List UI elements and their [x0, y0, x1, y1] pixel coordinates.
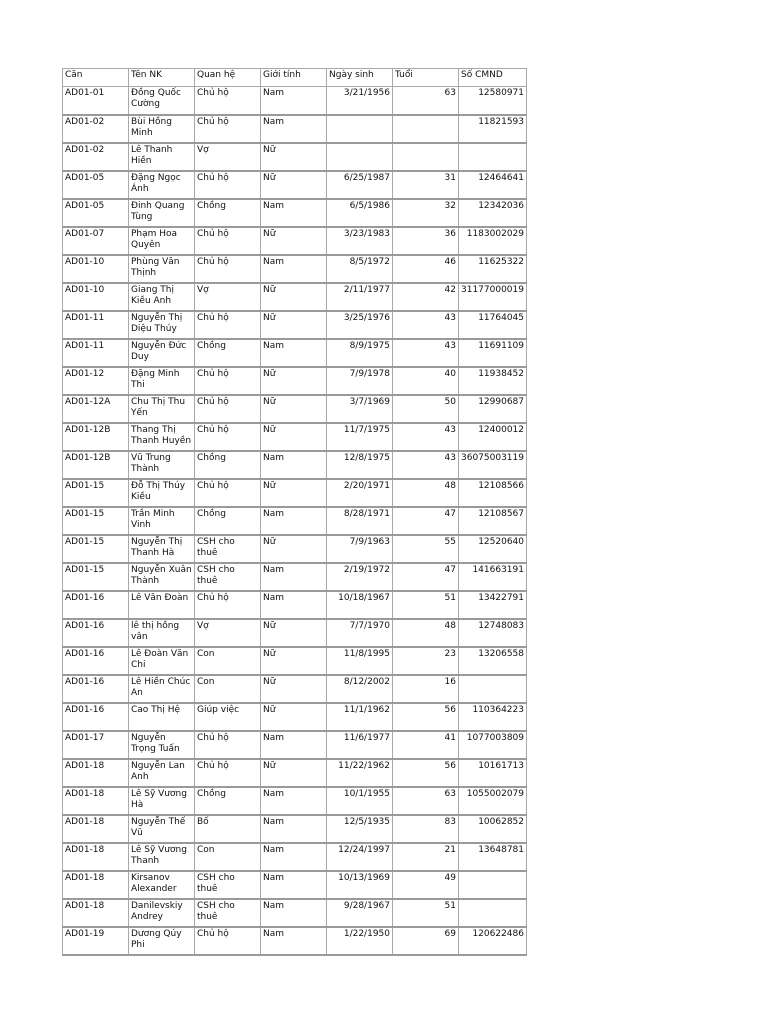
cell-ngay-sinh: 1/22/1950: [327, 927, 393, 955]
cell-ten-nk: Nguyễn Thế Vũ: [129, 815, 195, 843]
household-table: [62, 68, 527, 956]
column-header-so-cmnd: Số CMND: [459, 69, 527, 87]
cell-ngay-sinh: 2/11/1977: [327, 283, 393, 311]
table-row: [63, 731, 527, 759]
cell-can: AD01-19: [63, 927, 129, 955]
table-row: [63, 283, 527, 311]
cell-ten-nk: Trần Minh Vinh: [129, 507, 195, 535]
cell-tuoi: 47: [393, 507, 459, 535]
cell-ten-nk: Lê Văn Đoàn: [129, 591, 195, 619]
table-row: [63, 619, 527, 647]
table-row: [63, 115, 527, 143]
cell-tuoi: 40: [393, 367, 459, 395]
cell-ten-nk: Nguyễn Xuân Thành: [129, 563, 195, 591]
cell-quan-he: Chủ hộ: [195, 171, 261, 199]
cell-quan-he: Vợ: [195, 283, 261, 311]
column-header-quan-he: Quan hệ: [195, 69, 261, 87]
cell-ngay-sinh: 12/24/1997: [327, 843, 393, 871]
cell-ngay-sinh: 8/5/1972: [327, 255, 393, 283]
cell-ngay-sinh: 7/9/1963: [327, 535, 393, 563]
cell-can: AD01-12B: [63, 423, 129, 451]
cell-gioi-tinh: Nam: [261, 787, 327, 815]
cell-quan-he: Chủ hộ: [195, 255, 261, 283]
cell-ten-nk: Thang Thị Thanh Huyền: [129, 423, 195, 451]
cell-quan-he: Chủ hộ: [195, 395, 261, 423]
cell-ten-nk: Nguyễn Đức Duy: [129, 339, 195, 367]
cell-so-cmnd: [459, 675, 527, 703]
table-row: [63, 927, 527, 955]
cell-tuoi: 69: [393, 927, 459, 955]
cell-ngay-sinh: 6/25/1987: [327, 171, 393, 199]
cell-quan-he: Chủ hộ: [195, 115, 261, 143]
cell-quan-he: Con: [195, 843, 261, 871]
cell-so-cmnd: 10062852: [459, 815, 527, 843]
cell-tuoi: 83: [393, 815, 459, 843]
cell-gioi-tinh: Nữ: [261, 703, 327, 731]
cell-tuoi: 55: [393, 535, 459, 563]
table-row: [63, 255, 527, 283]
cell-quan-he: Chồng: [195, 339, 261, 367]
cell-quan-he: Chủ hộ: [195, 367, 261, 395]
cell-so-cmnd: 12108566: [459, 479, 527, 507]
cell-so-cmnd: 141663191: [459, 563, 527, 591]
cell-tuoi: 32: [393, 199, 459, 227]
cell-can: AD01-02: [63, 143, 129, 171]
table-row: [63, 815, 527, 843]
cell-tuoi: 56: [393, 703, 459, 731]
cell-ngay-sinh: [327, 115, 393, 143]
cell-can: AD01-18: [63, 899, 129, 927]
table-row: [63, 535, 527, 563]
cell-ngay-sinh: 8/12/2002: [327, 675, 393, 703]
cell-quan-he: Chủ hộ: [195, 423, 261, 451]
cell-can: AD01-12B: [63, 451, 129, 479]
cell-can: AD01-07: [63, 227, 129, 255]
cell-tuoi: 41: [393, 731, 459, 759]
cell-so-cmnd: 1055002079: [459, 787, 527, 815]
cell-tuoi: 47: [393, 563, 459, 591]
cell-quan-he: CSH cho thuê: [195, 563, 261, 591]
table-row: [63, 423, 527, 451]
cell-tuoi: 48: [393, 479, 459, 507]
cell-gioi-tinh: Nam: [261, 255, 327, 283]
cell-gioi-tinh: Nữ: [261, 423, 327, 451]
cell-tuoi: 43: [393, 451, 459, 479]
cell-can: AD01-17: [63, 731, 129, 759]
cell-gioi-tinh: Nam: [261, 871, 327, 899]
cell-so-cmnd: 13206558: [459, 647, 527, 675]
cell-can: AD01-18: [63, 815, 129, 843]
cell-gioi-tinh: Nam: [261, 199, 327, 227]
cell-gioi-tinh: Nam: [261, 339, 327, 367]
cell-ten-nk: Giang Thị Kiều Anh: [129, 283, 195, 311]
column-header-tuoi: Tuổi: [393, 69, 459, 87]
cell-so-cmnd: 11691109: [459, 339, 527, 367]
table-row: [63, 647, 527, 675]
cell-gioi-tinh: Nam: [261, 563, 327, 591]
header-row: [63, 69, 527, 87]
cell-gioi-tinh: Nữ: [261, 619, 327, 647]
cell-can: AD01-11: [63, 311, 129, 339]
cell-quan-he: Giúp việc: [195, 703, 261, 731]
cell-tuoi: 43: [393, 311, 459, 339]
cell-so-cmnd: 1077003809: [459, 731, 527, 759]
cell-ngay-sinh: 3/25/1976: [327, 311, 393, 339]
cell-gioi-tinh: Nam: [261, 731, 327, 759]
cell-ngay-sinh: 8/9/1975: [327, 339, 393, 367]
cell-quan-he: Chủ hộ: [195, 311, 261, 339]
cell-gioi-tinh: Nữ: [261, 283, 327, 311]
cell-gioi-tinh: Nữ: [261, 171, 327, 199]
cell-can: AD01-05: [63, 199, 129, 227]
cell-ngay-sinh: 11/8/1995: [327, 647, 393, 675]
cell-can: AD01-16: [63, 703, 129, 731]
cell-so-cmnd: 12580971: [459, 87, 527, 115]
cell-can: AD01-16: [63, 591, 129, 619]
cell-gioi-tinh: Nam: [261, 815, 327, 843]
cell-ngay-sinh: 3/23/1983: [327, 227, 393, 255]
cell-ngay-sinh: 10/1/1955: [327, 787, 393, 815]
cell-tuoi: 43: [393, 339, 459, 367]
cell-ngay-sinh: 11/6/1977: [327, 731, 393, 759]
cell-gioi-tinh: Nữ: [261, 647, 327, 675]
cell-ngay-sinh: 2/19/1972: [327, 563, 393, 591]
cell-so-cmnd: 12400012: [459, 423, 527, 451]
cell-ngay-sinh: 12/5/1935: [327, 815, 393, 843]
cell-gioi-tinh: Nam: [261, 591, 327, 619]
cell-ngay-sinh: 6/5/1986: [327, 199, 393, 227]
table-row: [63, 843, 527, 871]
cell-so-cmnd: [459, 143, 527, 171]
cell-quan-he: Chủ hộ: [195, 87, 261, 115]
cell-ngay-sinh: 10/13/1969: [327, 871, 393, 899]
cell-tuoi: 49: [393, 871, 459, 899]
table-row: [63, 311, 527, 339]
cell-so-cmnd: 36075003119: [459, 451, 527, 479]
cell-tuoi: [393, 143, 459, 171]
cell-tuoi: 51: [393, 591, 459, 619]
cell-so-cmnd: 12342036: [459, 199, 527, 227]
cell-quan-he: Vợ: [195, 143, 261, 171]
cell-gioi-tinh: Nam: [261, 115, 327, 143]
cell-so-cmnd: [459, 871, 527, 899]
cell-ten-nk: Kirsanov Alexander: [129, 871, 195, 899]
table-row: [63, 367, 527, 395]
cell-gioi-tinh: Nam: [261, 87, 327, 115]
cell-gioi-tinh: Nam: [261, 899, 327, 927]
cell-ten-nk: Phùng Văn Thịnh: [129, 255, 195, 283]
cell-ngay-sinh: 10/18/1967: [327, 591, 393, 619]
cell-gioi-tinh: Nữ: [261, 143, 327, 171]
cell-tuoi: 50: [393, 395, 459, 423]
cell-quan-he: Vợ: [195, 619, 261, 647]
cell-ngay-sinh: 7/9/1978: [327, 367, 393, 395]
cell-can: AD01-15: [63, 535, 129, 563]
cell-ten-nk: Đồng Quốc Cường: [129, 87, 195, 115]
cell-ten-nk: Đặng Ngọc Ánh: [129, 171, 195, 199]
cell-so-cmnd: [459, 899, 527, 927]
cell-gioi-tinh: Nữ: [261, 479, 327, 507]
cell-tuoi: 63: [393, 787, 459, 815]
cell-gioi-tinh: Nữ: [261, 367, 327, 395]
cell-can: AD01-05: [63, 171, 129, 199]
cell-ten-nk: Lê Hiền Chúc An: [129, 675, 195, 703]
cell-ten-nk: Đỗ Thị Thúy Kiều: [129, 479, 195, 507]
cell-gioi-tinh: Nam: [261, 507, 327, 535]
cell-ten-nk: Đinh Quang Tùng: [129, 199, 195, 227]
cell-can: AD01-10: [63, 255, 129, 283]
cell-ten-nk: Nguyễn Lan Anh: [129, 759, 195, 787]
cell-tuoi: 21: [393, 843, 459, 871]
cell-ngay-sinh: 11/7/1975: [327, 423, 393, 451]
cell-ngay-sinh: 7/7/1970: [327, 619, 393, 647]
table-row: [63, 787, 527, 815]
cell-ten-nk: lê thị hồng vân: [129, 619, 195, 647]
cell-so-cmnd: 11938452: [459, 367, 527, 395]
cell-ten-nk: Lê Sỹ Vương Hà: [129, 787, 195, 815]
cell-gioi-tinh: Nữ: [261, 395, 327, 423]
cell-quan-he: CSH cho thuê: [195, 871, 261, 899]
cell-gioi-tinh: Nữ: [261, 535, 327, 563]
column-header-gioi-tinh: Giới tính: [261, 69, 327, 87]
cell-ngay-sinh: [327, 143, 393, 171]
table-row: [63, 591, 527, 619]
cell-so-cmnd: 13648781: [459, 843, 527, 871]
cell-quan-he: Chủ hộ: [195, 731, 261, 759]
cell-quan-he: Chủ hộ: [195, 759, 261, 787]
cell-can: AD01-18: [63, 871, 129, 899]
cell-quan-he: Con: [195, 675, 261, 703]
cell-ten-nk: Nguyễn Thị Thanh Hà: [129, 535, 195, 563]
table-row: [63, 563, 527, 591]
cell-ngay-sinh: 3/7/1969: [327, 395, 393, 423]
table-row: [63, 143, 527, 171]
cell-can: AD01-18: [63, 787, 129, 815]
cell-gioi-tinh: Nữ: [261, 227, 327, 255]
cell-ngay-sinh: 2/20/1971: [327, 479, 393, 507]
cell-so-cmnd: 12520640: [459, 535, 527, 563]
cell-so-cmnd: 110364223: [459, 703, 527, 731]
cell-ten-nk: Chu Thị Thu Yến: [129, 395, 195, 423]
table-row: [63, 395, 527, 423]
cell-gioi-tinh: Nam: [261, 451, 327, 479]
cell-ten-nk: Nguyễn Thị Diệu Thúy: [129, 311, 195, 339]
cell-tuoi: 46: [393, 255, 459, 283]
cell-ten-nk: Dương Qúy Phi: [129, 927, 195, 955]
table-row: [63, 703, 527, 731]
cell-ngay-sinh: 11/22/1962: [327, 759, 393, 787]
cell-quan-he: Chủ hộ: [195, 927, 261, 955]
cell-quan-he: Chủ hộ: [195, 227, 261, 255]
cell-so-cmnd: 120622486: [459, 927, 527, 955]
cell-can: AD01-11: [63, 339, 129, 367]
table-row: [63, 87, 527, 115]
cell-tuoi: [393, 115, 459, 143]
cell-ngay-sinh: 3/21/1956: [327, 87, 393, 115]
cell-so-cmnd: 12748083: [459, 619, 527, 647]
table-body: [63, 87, 527, 955]
cell-ten-nk: Cao Thị Hệ: [129, 703, 195, 731]
cell-so-cmnd: 12108567: [459, 507, 527, 535]
cell-can: AD01-18: [63, 759, 129, 787]
cell-tuoi: 63: [393, 87, 459, 115]
cell-tuoi: 42: [393, 283, 459, 311]
cell-quan-he: Con: [195, 647, 261, 675]
cell-so-cmnd: 12464641: [459, 171, 527, 199]
cell-tuoi: 36: [393, 227, 459, 255]
cell-ten-nk: Phạm Hoa Quyên: [129, 227, 195, 255]
cell-quan-he: Chồng: [195, 199, 261, 227]
table-row: [63, 507, 527, 535]
column-header-ten-nk: Tên NK: [129, 69, 195, 87]
table-row: [63, 339, 527, 367]
cell-quan-he: Chủ hộ: [195, 479, 261, 507]
cell-can: AD01-15: [63, 563, 129, 591]
cell-can: AD01-12: [63, 367, 129, 395]
cell-so-cmnd: 31177000019: [459, 283, 527, 311]
cell-tuoi: 16: [393, 675, 459, 703]
cell-so-cmnd: 10161713: [459, 759, 527, 787]
cell-so-cmnd: 1183002029: [459, 227, 527, 255]
table-row: [63, 479, 527, 507]
cell-ten-nk: Đặng Minh Thi: [129, 367, 195, 395]
table-row: [63, 871, 527, 899]
cell-quan-he: Chủ hộ: [195, 591, 261, 619]
cell-tuoi: 51: [393, 899, 459, 927]
cell-ten-nk: Danilevskiy Andrey: [129, 899, 195, 927]
table-row: [63, 451, 527, 479]
cell-can: AD01-10: [63, 283, 129, 311]
cell-ngay-sinh: 8/28/1971: [327, 507, 393, 535]
cell-ngay-sinh: 9/28/1967: [327, 899, 393, 927]
cell-so-cmnd: 11821593: [459, 115, 527, 143]
table-row: [63, 899, 527, 927]
table-row: [63, 227, 527, 255]
cell-can: AD01-16: [63, 675, 129, 703]
cell-ten-nk: Nguyễn Trọng Tuấn: [129, 731, 195, 759]
cell-can: AD01-12A: [63, 395, 129, 423]
column-header-ngay-sinh: Ngày sinh: [327, 69, 393, 87]
cell-can: AD01-16: [63, 619, 129, 647]
cell-quan-he: CSH cho thuê: [195, 899, 261, 927]
table-row: [63, 759, 527, 787]
cell-ngay-sinh: 12/8/1975: [327, 451, 393, 479]
cell-so-cmnd: 12990687: [459, 395, 527, 423]
cell-ten-nk: Bùi Hồng Minh: [129, 115, 195, 143]
cell-quan-he: Chồng: [195, 787, 261, 815]
cell-tuoi: 23: [393, 647, 459, 675]
cell-gioi-tinh: Nam: [261, 843, 327, 871]
column-header-can: Căn: [63, 69, 129, 87]
cell-quan-he: Chồng: [195, 507, 261, 535]
cell-tuoi: 48: [393, 619, 459, 647]
cell-can: AD01-15: [63, 479, 129, 507]
table-row: [63, 675, 527, 703]
cell-ngay-sinh: 11/1/1962: [327, 703, 393, 731]
cell-tuoi: 56: [393, 759, 459, 787]
cell-can: AD01-15: [63, 507, 129, 535]
cell-can: AD01-01: [63, 87, 129, 115]
cell-can: AD01-16: [63, 647, 129, 675]
table-row: [63, 171, 527, 199]
cell-quan-he: CSH cho thuê: [195, 535, 261, 563]
cell-ten-nk: Lê Thanh Hiền: [129, 143, 195, 171]
cell-so-cmnd: 11764045: [459, 311, 527, 339]
cell-gioi-tinh: Nữ: [261, 759, 327, 787]
table-row: [63, 199, 527, 227]
cell-gioi-tinh: Nam: [261, 927, 327, 955]
cell-so-cmnd: 11625322: [459, 255, 527, 283]
cell-can: AD01-02: [63, 115, 129, 143]
cell-ten-nk: Vũ Trung Thành: [129, 451, 195, 479]
cell-can: AD01-18: [63, 843, 129, 871]
cell-gioi-tinh: Nữ: [261, 311, 327, 339]
cell-quan-he: Chồng: [195, 451, 261, 479]
cell-gioi-tinh: Nữ: [261, 675, 327, 703]
cell-quan-he: Bố: [195, 815, 261, 843]
cell-so-cmnd: 13422791: [459, 591, 527, 619]
cell-ten-nk: Lê Đoàn Văn Chi: [129, 647, 195, 675]
cell-tuoi: 31: [393, 171, 459, 199]
cell-ten-nk: Lê Sỹ Vương Thanh: [129, 843, 195, 871]
cell-tuoi: 43: [393, 423, 459, 451]
